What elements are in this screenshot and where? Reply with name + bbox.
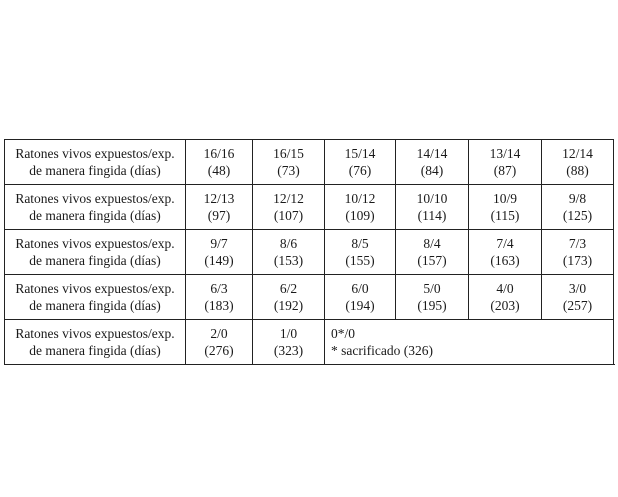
cell-ratio: 12/14 — [562, 146, 593, 161]
row-label — [5, 140, 186, 185]
table-row — [5, 140, 614, 185]
cell-days: (84) — [420, 163, 444, 178]
cell-ratio: 10/9 — [492, 191, 517, 206]
row-label — [5, 275, 186, 320]
table-cell — [325, 230, 396, 275]
cell-days: (323) — [273, 343, 304, 358]
table-cell — [542, 275, 614, 320]
cell-ratio: 16/16 — [203, 146, 235, 161]
cell-ratio: 9/8 — [568, 191, 587, 206]
cell-ratio: 4/0 — [496, 281, 514, 296]
row-label-line1: Ratones vivos expuestos/exp. — [15, 191, 175, 206]
survival-table — [4, 139, 614, 365]
table-cell — [186, 185, 253, 230]
cell-days: (183) — [204, 298, 234, 313]
table-row — [5, 230, 614, 275]
cell-days: (48) — [207, 163, 231, 178]
cell-days: (114) — [417, 208, 447, 223]
cell-ratio: 7/3 — [568, 236, 587, 251]
cell-ratio: 8/4 — [423, 236, 441, 251]
row-label-line2: de manera fingida (días) — [29, 343, 161, 358]
cell-days: (125) — [562, 208, 593, 223]
cell-ratio: 5/0 — [423, 281, 441, 296]
row-label-line2: de manera fingida (días) — [29, 163, 161, 178]
table-cell — [469, 275, 542, 320]
cell-ratio: 10/12 — [344, 191, 376, 206]
cell-ratio: 7/4 — [496, 236, 514, 251]
cell-ratio: 3/0 — [568, 281, 587, 296]
table-cell — [253, 275, 325, 320]
cell-ratio: 8/6 — [279, 236, 298, 251]
cell-ratio: 6/0 — [351, 281, 369, 296]
table-cell — [542, 140, 614, 185]
table-cell — [325, 140, 396, 185]
cell-ratio: 8/5 — [351, 236, 369, 251]
row-label-line1: Ratones vivos expuestos/exp. — [15, 281, 175, 296]
row-label-line1: Ratones vivos expuestos/exp. — [15, 236, 175, 251]
cell-ratio: 6/2 — [279, 281, 298, 296]
cell-days: (109) — [345, 208, 375, 223]
row-label — [5, 230, 186, 275]
row-label-line2: de manera fingida (días) — [29, 298, 161, 313]
cell-days: (192) — [273, 298, 304, 313]
table-cell — [186, 275, 253, 320]
cell-days: (257) — [562, 298, 593, 313]
table-cell — [253, 320, 325, 365]
cell-days: (87) — [493, 163, 517, 178]
cell-days: (276) — [204, 343, 234, 358]
cell-days: (153) — [273, 253, 304, 268]
cell-ratio: 16/15 — [273, 146, 304, 161]
cell-days: (195) — [417, 298, 447, 313]
cell-days: (157) — [417, 253, 447, 268]
row-label — [5, 185, 186, 230]
row-label-line1: Ratones vivos expuestos/exp. — [15, 326, 175, 341]
cell-ratio: 9/7 — [210, 236, 228, 251]
table-cell — [325, 185, 396, 230]
table-cell — [253, 230, 325, 275]
cell-ratio: 12/13 — [203, 191, 235, 206]
cell-ratio: 6/3 — [210, 281, 228, 296]
table-cell — [542, 185, 614, 230]
table-row — [5, 275, 614, 320]
table-row — [5, 185, 614, 230]
row-label-line2: de manera fingida (días) — [29, 253, 161, 268]
table-cell — [186, 140, 253, 185]
cell-days: (76) — [348, 163, 372, 178]
cell-days: (173) — [562, 253, 593, 268]
table-cell — [186, 230, 253, 275]
cell-days: (149) — [204, 253, 234, 268]
cell-days: (73) — [277, 163, 300, 178]
table-cell — [469, 185, 542, 230]
cell-days: (97) — [207, 208, 231, 223]
table-cell — [253, 140, 325, 185]
cell-days: (155) — [345, 253, 375, 268]
note-ratio: 0*/0 — [331, 326, 356, 341]
cell-days: (194) — [345, 298, 375, 313]
cell-days: (115) — [490, 208, 520, 223]
cell-ratio: 15/14 — [344, 146, 376, 161]
table-cell — [542, 230, 614, 275]
sacrificed-note-cell — [325, 320, 614, 365]
cell-ratio: 2/0 — [210, 326, 228, 341]
table-cell — [186, 320, 253, 365]
table-cell — [469, 140, 542, 185]
table-cell — [396, 140, 469, 185]
cell-days: (203) — [490, 298, 520, 313]
table-cell — [325, 275, 396, 320]
cell-ratio: 13/14 — [489, 146, 521, 161]
table-cell — [469, 230, 542, 275]
cell-ratio: 10/10 — [416, 191, 448, 206]
row-label-line1: Ratones vivos expuestos/exp. — [15, 146, 175, 161]
cell-ratio: 1/0 — [279, 326, 298, 341]
cell-days: (163) — [490, 253, 520, 268]
cell-ratio: 12/12 — [273, 191, 304, 206]
cell-ratio: 14/14 — [416, 146, 448, 161]
table-row — [5, 320, 614, 365]
table-cell — [396, 275, 469, 320]
table-cell — [253, 185, 325, 230]
cell-days: (107) — [273, 208, 304, 223]
table-cell — [396, 230, 469, 275]
row-label-line2: de manera fingida (días) — [29, 208, 161, 223]
cell-days: (88) — [566, 163, 589, 178]
row-label — [5, 320, 186, 365]
table-cell — [396, 185, 469, 230]
note-footnote: * sacrificado (326) — [331, 343, 433, 358]
